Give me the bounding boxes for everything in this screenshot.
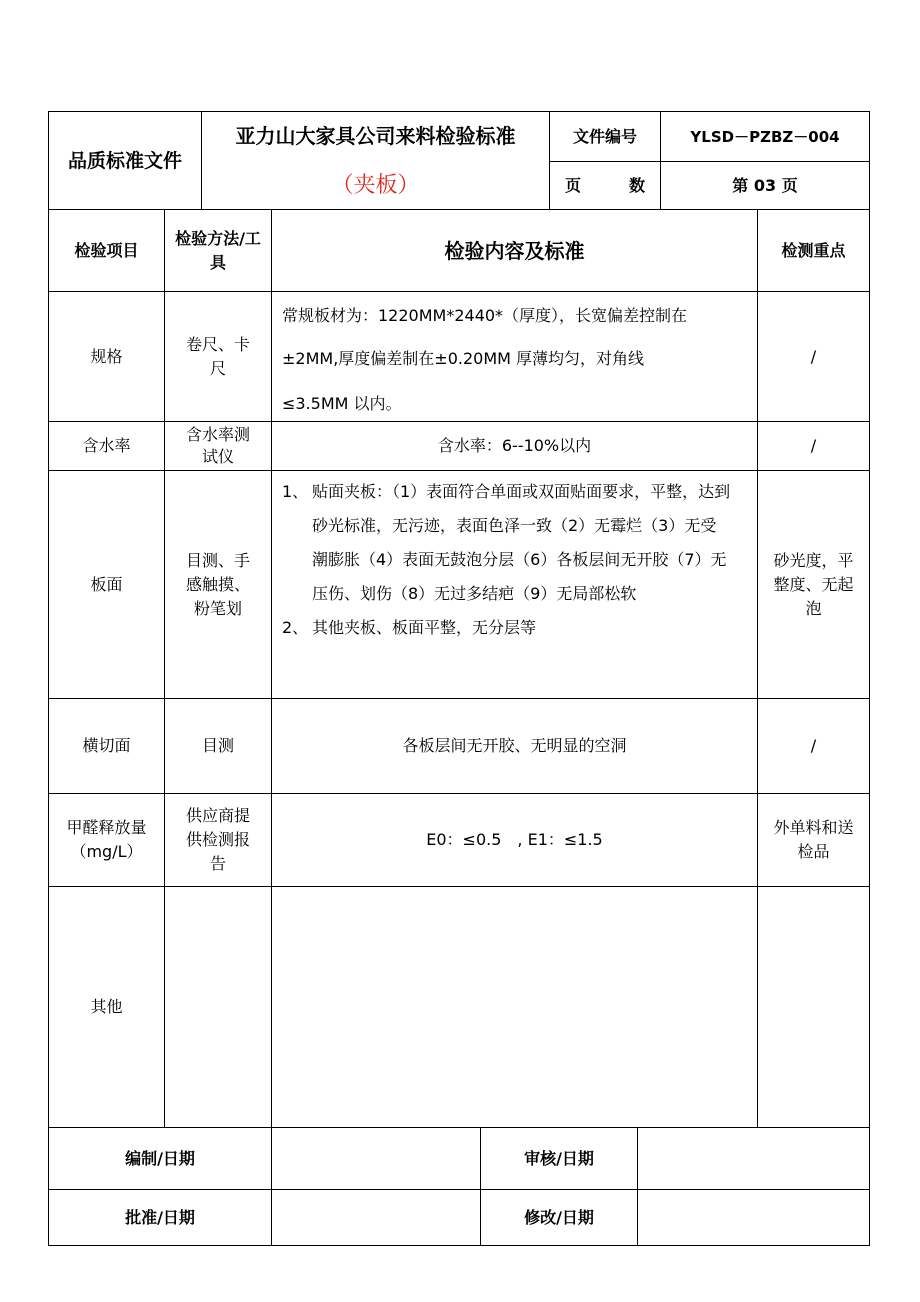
- row-formaldehyde-item: 甲醛释放量（mg/L）: [66, 818, 147, 861]
- doc-title-text: 亚力山大家具公司来料检验标准: [235, 124, 516, 148]
- row-cross-focus: /: [810, 736, 817, 755]
- doc-title: [202, 112, 549, 160]
- row-moisture-method: 含水率测试仪: [185, 425, 250, 466]
- doc-type-text: 品质标准文件: [67, 149, 182, 172]
- footer-compile-value: [272, 1128, 480, 1189]
- doc-subtitle: [202, 162, 549, 209]
- footer-approve-value: [272, 1190, 480, 1245]
- footer-review-value: [638, 1128, 869, 1189]
- row-cross-item: 横切面: [82, 736, 131, 755]
- col-heading-item: 检验项目: [74, 240, 139, 260]
- row-moisture-focus: /: [810, 436, 817, 455]
- row-formaldehyde-content: E0：≤0.5 , E1：≤1.5: [426, 830, 603, 849]
- col-heading-focus: 检测重点: [781, 240, 846, 260]
- row-formaldehyde-focus: 外单料和送检品: [773, 818, 854, 861]
- row-formaldehyde-method: 供应商提供检测报告: [185, 806, 250, 873]
- row-spec-method: 卷尺、卡尺: [185, 334, 250, 378]
- footer-compile-label: 编制/日期: [125, 1148, 195, 1168]
- row-other-item: 其他: [90, 997, 123, 1016]
- col-heading-content: 检验内容及标准: [444, 238, 585, 263]
- list-item: 2、 其他夹板、板面平整，无分层等: [282, 618, 537, 637]
- spec-line: 常规板材为：1220MM*2440*（厚度），长宽偏差控制在: [282, 306, 688, 325]
- spec-line: ≤3.5MM 以内。: [282, 394, 402, 413]
- row-other-method: [165, 887, 271, 1127]
- footer-review-label: 审核/日期: [524, 1148, 594, 1168]
- file-no-label: 文件编号: [572, 126, 637, 146]
- row-cross-method: 目测: [201, 736, 234, 755]
- spec-line: ±2MM,厚度偏差制在±0.20MM 厚薄均匀，对角线: [282, 349, 645, 368]
- row-cross-content: 各板层间无开胶、无明显的空洞: [402, 736, 627, 755]
- footer-modify-label: 修改/日期: [524, 1207, 594, 1227]
- row-moisture-item: 含水率: [82, 436, 131, 455]
- footer-modify-value: [638, 1190, 869, 1245]
- col-heading-method: 检验方法/工具: [175, 228, 261, 272]
- row-spec-content: [272, 292, 757, 421]
- row-spec-item: 规格: [90, 346, 123, 366]
- border-bottom: [48, 1245, 870, 1246]
- footer-approve-label: 批准/日期: [125, 1207, 195, 1227]
- row-moisture-content: 含水率：6--10%以内: [437, 436, 592, 455]
- row-other-focus: [758, 887, 869, 1127]
- border-right: [869, 111, 870, 1246]
- list-item: 1、 贴面夹板：（1）表面符合单面或双面贴面要求，平整，达到砂光标准，无污迹，表面色泽一致（2）无霉烂（3）无受潮膨胀（4）表面无鼓泡分层（6）各板层间无开胶（7）无压伤、划伤（8）无过多结疤（9）无局部松软: [282, 482, 731, 603]
- doc-type: [49, 112, 201, 209]
- row-surface-item: 板面: [90, 574, 123, 594]
- page-value: 第 03 页: [732, 175, 798, 195]
- row-surface-focus: 砂光度，平整度、无起泡: [773, 550, 854, 618]
- row-other-content: [272, 887, 757, 1127]
- doc-subtitle-text: （夹板）: [331, 172, 420, 198]
- page-label: 页 数: [564, 175, 645, 195]
- row-spec-focus: /: [810, 346, 817, 366]
- row-surface-method: 目测、手感触摸、粉笔划: [185, 550, 250, 618]
- row-surface-content: [272, 471, 757, 698]
- file-no-value: YLSD－PZBZ－004: [690, 127, 840, 146]
